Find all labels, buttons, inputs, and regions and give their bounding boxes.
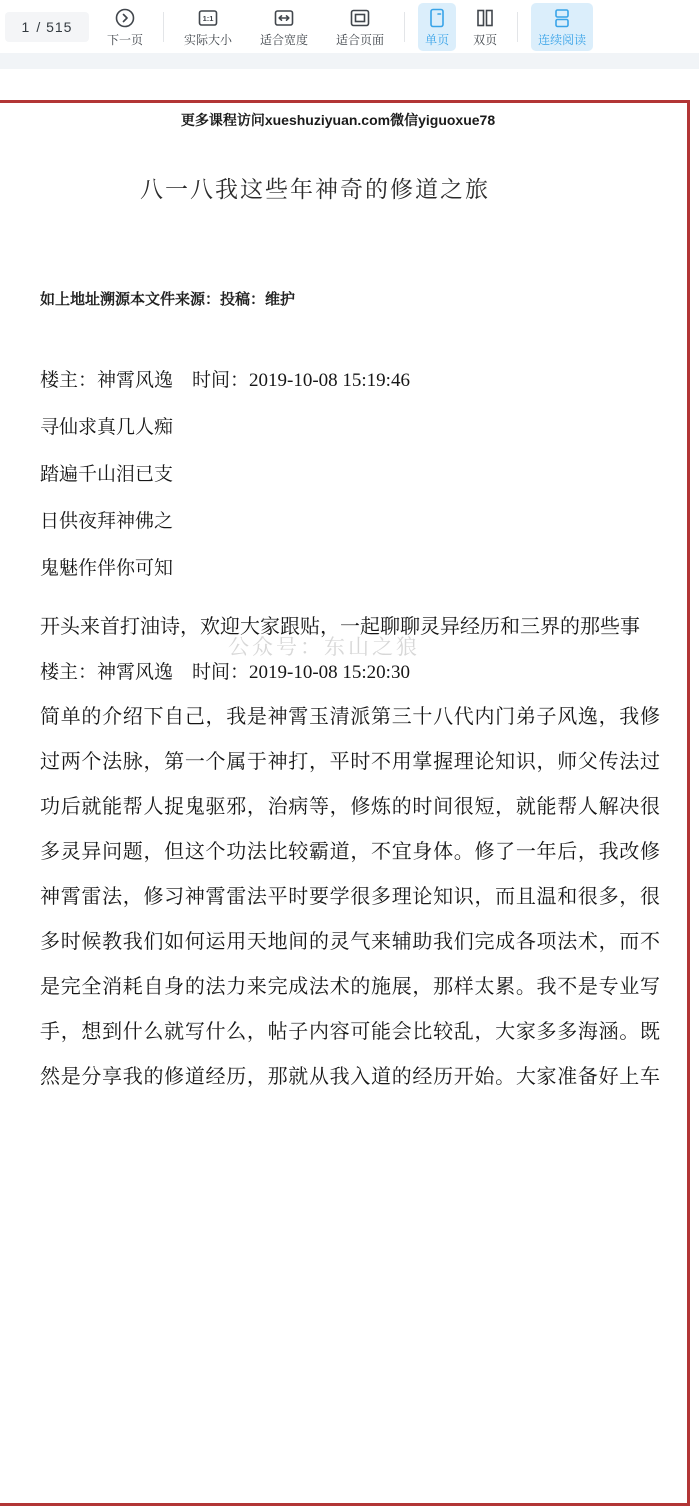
body-line: 多灵异问题，但这个功法比较霸道，不宜身体。修了一年后，我改修 bbox=[40, 841, 660, 863]
total-pages-label: / 515 bbox=[36, 18, 73, 35]
intro-line: 开头来首打油诗，欢迎大家跟贴，一起聊聊灵异经历和三界的那些事 bbox=[40, 616, 640, 638]
fit-width-label: 适合宽度 bbox=[260, 32, 309, 47]
actual-size-button[interactable] bbox=[177, 3, 239, 51]
next-page-button[interactable] bbox=[100, 3, 150, 51]
document-source-line: 如上地址溯源本文件来源：投稿：维护 bbox=[40, 292, 296, 308]
single-page-button[interactable] bbox=[418, 3, 456, 51]
poem-block bbox=[40, 404, 173, 592]
double-page-button[interactable] bbox=[466, 3, 504, 51]
poem-line: 日供夜拜神佛之 bbox=[40, 511, 174, 532]
document-page bbox=[0, 100, 690, 1506]
document-viewer[interactable] bbox=[0, 69, 699, 1088]
fit-page-icon bbox=[348, 6, 372, 30]
page-counter[interactable] bbox=[5, 12, 89, 42]
body-line: 多时候教我们如何运用天地间的灵气来辅助我们完成各项法术，而不 bbox=[40, 931, 660, 953]
body-line: 手，想到什么就写什么，帖子内容可能会比较乱，大家多多海涵。既 bbox=[40, 1021, 660, 1043]
toolbar-divider bbox=[517, 12, 518, 42]
body-line: 是完全消耗自身的法力来完成法术的施展，那样太累。我不是专业写 bbox=[40, 976, 660, 998]
body-line: 然是分享我的修道经历，那就从我入道的经历开始。大家准备好上车 bbox=[40, 1066, 660, 1088]
next-page-icon bbox=[113, 6, 137, 30]
next-page-label: 下一页 bbox=[107, 32, 144, 47]
body-line: 神霄雷法，修习神霄雷法平时要学很多理论知识，而且温和很多，很 bbox=[40, 886, 660, 908]
poem-line: 踏遍千山泪已支 bbox=[40, 464, 174, 485]
actual-size-icon bbox=[196, 6, 220, 30]
fit-width-icon bbox=[272, 6, 296, 30]
fit-page-button[interactable] bbox=[329, 3, 391, 51]
continuous-reading-button[interactable] bbox=[531, 3, 593, 51]
continuous-reading-label: 连续阅读 bbox=[538, 32, 587, 47]
continuous-reading-icon bbox=[550, 6, 574, 30]
poem-line: 鬼魅作伴你可知 bbox=[40, 558, 174, 579]
toolbar-divider bbox=[163, 12, 164, 42]
double-page-label: 双页 bbox=[473, 32, 498, 47]
body-paragraph bbox=[40, 695, 660, 1100]
pdf-toolbar bbox=[0, 0, 699, 53]
body-line: 过两个法脉，第一个属于神打，平时不用掌握理论知识，师父传法过 bbox=[40, 751, 660, 773]
body-line: 功后就能帮人捉鬼驱邪，治病等，修炼的时间很短，就能帮人解决很 bbox=[40, 796, 660, 818]
current-page-value[interactable]: 1 bbox=[21, 18, 31, 35]
fit-width-button[interactable] bbox=[253, 3, 315, 51]
double-page-icon bbox=[473, 6, 497, 30]
document-title: 八一八我这些年神奇的修道之旅 bbox=[140, 177, 490, 202]
body-line: 简单的介绍下自己，我是神霄玉清派第三十八代内门弟子风逸，我修 bbox=[40, 706, 660, 728]
post-meta-line: 楼主：神霄风逸 时间：2019-10-08 15:19:46 bbox=[40, 370, 410, 391]
single-page-icon bbox=[425, 6, 449, 30]
poem-line: 寻仙求真几人痴 bbox=[40, 417, 174, 438]
post-meta-line: 楼主：神霄风逸 时间：2019-10-08 15:20:30 bbox=[40, 662, 410, 683]
single-page-label: 单页 bbox=[425, 32, 450, 47]
toolbar-separator-band bbox=[0, 53, 699, 69]
watermark-text: 公众号：东山之狼 bbox=[228, 636, 420, 659]
actual-size-label: 实际大小 bbox=[184, 32, 233, 47]
toolbar-divider bbox=[404, 12, 405, 42]
svg-text:1:1: 1:1 bbox=[202, 13, 214, 23]
document-header-line: 更多课程访问xueshuziyuan.com微信yiguoxue78 bbox=[180, 112, 496, 128]
fit-page-label: 适合页面 bbox=[336, 32, 385, 47]
